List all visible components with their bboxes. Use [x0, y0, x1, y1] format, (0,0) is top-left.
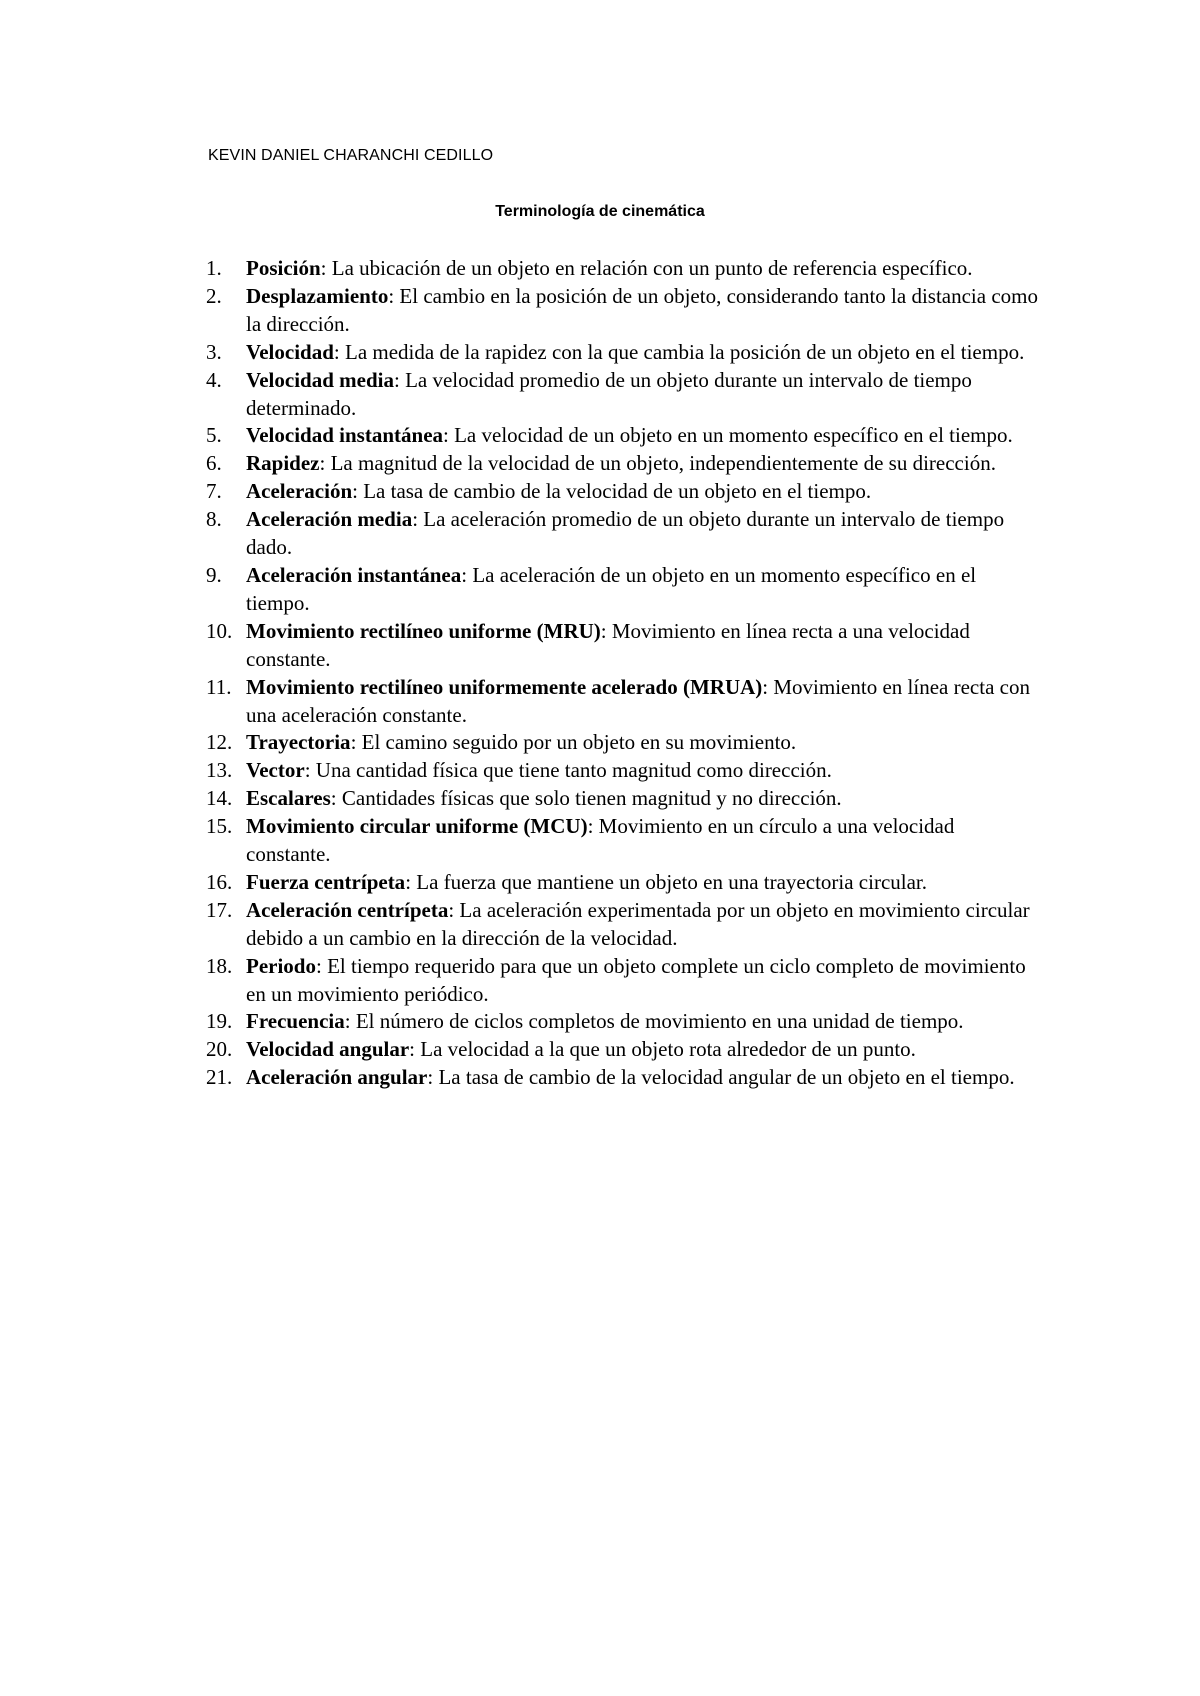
term-name: Aceleración instantánea [246, 562, 462, 587]
term-body [246, 618, 1038, 674]
term-definition: : La tasa de cambio de la velocidad angular de un objeto en el tiempo. [427, 1065, 1015, 1090]
author-name: KEVIN DANIEL CHARANCHI CEDILLO [208, 147, 494, 164]
term-body [246, 1064, 1038, 1092]
term-item [206, 450, 1038, 478]
term-name: Velocidad [246, 339, 334, 364]
term-item [206, 422, 1038, 450]
term-name: Movimiento circular uniforme (MCU) [246, 814, 588, 839]
term-definition: : Movimiento en línea recta a una velocidad constante. [246, 618, 970, 671]
term-item [206, 757, 1038, 785]
term-name: Frecuencia [246, 1009, 345, 1034]
term-name: Periodo [246, 953, 316, 978]
term-name: Movimiento rectilíneo uniforme (MRU) [246, 618, 601, 643]
term-item [206, 813, 1038, 869]
term-body [246, 283, 1038, 339]
term-number: 1. [206, 256, 222, 280]
term-item [206, 729, 1038, 757]
term-item [206, 1064, 1038, 1092]
term-definition: : Movimiento en un círculo a una velocidad constante. [246, 814, 955, 867]
term-name: Vector [246, 758, 305, 783]
term-definition: : Una cantidad física que tiene tanto magnitud como dirección. [304, 758, 832, 783]
term-body [246, 478, 1038, 506]
terms-list [206, 255, 1038, 1092]
term-body [246, 506, 1038, 562]
term-item [206, 562, 1038, 618]
term-definition: : La velocidad a la que un objeto rota alrededor de un punto. [409, 1037, 916, 1062]
term-name: Trayectoria [246, 730, 351, 755]
term-name: Aceleración centrípeta [246, 897, 449, 922]
term-definition: : La velocidad promedio de un objeto durante un intervalo de tiempo determinado. [246, 367, 972, 420]
term-definition: : El cambio en la posición de un objeto, considerando tanto la distancia como la dirección. [246, 283, 1038, 336]
term-item [206, 869, 1038, 897]
term-number: 21. [206, 1065, 233, 1090]
term-body [246, 339, 1038, 367]
term-definition: : El camino seguido por un objeto en su movimiento. [350, 730, 797, 755]
term-body [246, 1036, 1038, 1064]
term-item [206, 283, 1038, 339]
term-definition: : El tiempo requerido para que un objeto complete un ciclo completo de movimiento en un movimiento periódico. [246, 953, 1026, 1006]
term-item [206, 506, 1038, 562]
term-body [246, 255, 1038, 283]
term-item [206, 953, 1038, 1009]
term-definition: : La aceleración promedio de un objeto durante un intervalo de tiempo dado. [246, 507, 1005, 560]
term-body [246, 953, 1038, 1009]
term-number: 6. [206, 451, 222, 476]
term-body [246, 674, 1038, 730]
term-body [246, 897, 1038, 953]
term-definition: : La aceleración experimentada por un objeto en movimiento circular debido a un cambio en la dirección de la velocidad. [246, 897, 1030, 950]
term-body [246, 450, 1038, 478]
term-name: Fuerza centrípeta [246, 869, 406, 894]
term-item [206, 785, 1038, 813]
term-name: Velocidad instantánea [246, 423, 444, 448]
term-number: 9. [206, 562, 222, 587]
term-body [246, 813, 1038, 869]
term-definition: : La velocidad de un objeto en un momento específico en el tiempo. [443, 423, 1013, 448]
term-item [206, 674, 1038, 730]
term-body [246, 562, 1038, 618]
term-name: Desplazamiento [246, 283, 389, 308]
term-definition: : El número de ciclos completos de movimiento en una unidad de tiempo. [344, 1009, 964, 1034]
term-item [206, 255, 1038, 283]
term-definition: : La tasa de cambio de la velocidad de un objeto en el tiempo. [352, 479, 872, 504]
term-name: Movimiento rectilíneo uniformemente acelerado (MRUA) [246, 674, 763, 699]
term-body [246, 1008, 1038, 1036]
term-body [246, 757, 1038, 785]
term-number: 5. [206, 423, 222, 448]
term-item [206, 897, 1038, 953]
term-number: 19. [206, 1009, 233, 1034]
term-item [206, 1036, 1038, 1064]
term-name: Velocidad angular [246, 1037, 410, 1062]
term-name: Velocidad media [246, 367, 394, 392]
term-name: Aceleración media [246, 507, 413, 532]
term-number: 2. [206, 283, 222, 308]
term-item [206, 1008, 1038, 1036]
term-definition: : La fuerza que mantiene un objeto en una trayectoria circular. [405, 869, 928, 894]
term-item [206, 478, 1038, 506]
term-number: 11. [206, 674, 232, 699]
term-number: 12. [206, 730, 233, 755]
term-item [206, 367, 1038, 423]
term-number: 7. [206, 479, 222, 504]
term-name: Aceleración angular [246, 1065, 428, 1090]
term-name: Escalares [246, 786, 331, 811]
document-title: Terminología de cinemática [495, 203, 705, 220]
term-number: 17. [206, 897, 233, 922]
term-definition: : La medida de la rapidez con la que cambia la posición de un objeto en el tiempo. [333, 339, 1025, 364]
term-number: 15. [206, 814, 233, 839]
term-number: 18. [206, 953, 233, 978]
term-body [246, 367, 1038, 423]
term-name: Posición [246, 256, 321, 280]
term-number: 13. [206, 758, 233, 783]
term-number: 3. [206, 339, 222, 364]
term-number: 8. [206, 507, 222, 532]
term-name: Aceleración [246, 479, 353, 504]
term-number: 16. [206, 869, 233, 894]
term-body [246, 785, 1038, 813]
term-body [246, 729, 1038, 757]
term-definition: : Movimiento en línea recta con una aceleración constante. [246, 674, 1030, 727]
term-item [206, 339, 1038, 367]
term-definition: : La aceleración de un objeto en un momento específico en el tiempo. [246, 562, 977, 615]
term-definition: : La magnitud de la velocidad de un objeto, independientemente de su dirección. [319, 451, 996, 476]
term-number: 20. [206, 1037, 233, 1062]
term-item [206, 618, 1038, 674]
term-number: 14. [206, 786, 233, 811]
term-body [246, 422, 1038, 450]
term-number: 10. [206, 618, 233, 643]
term-body [246, 869, 1038, 897]
term-number: 4. [206, 367, 222, 392]
term-name: Rapidez [246, 451, 320, 476]
term-definition: : Cantidades físicas que solo tienen magnitud y no dirección. [330, 786, 842, 811]
term-definition: : La ubicación de un objeto en relación con un punto de referencia específico. [320, 256, 973, 280]
